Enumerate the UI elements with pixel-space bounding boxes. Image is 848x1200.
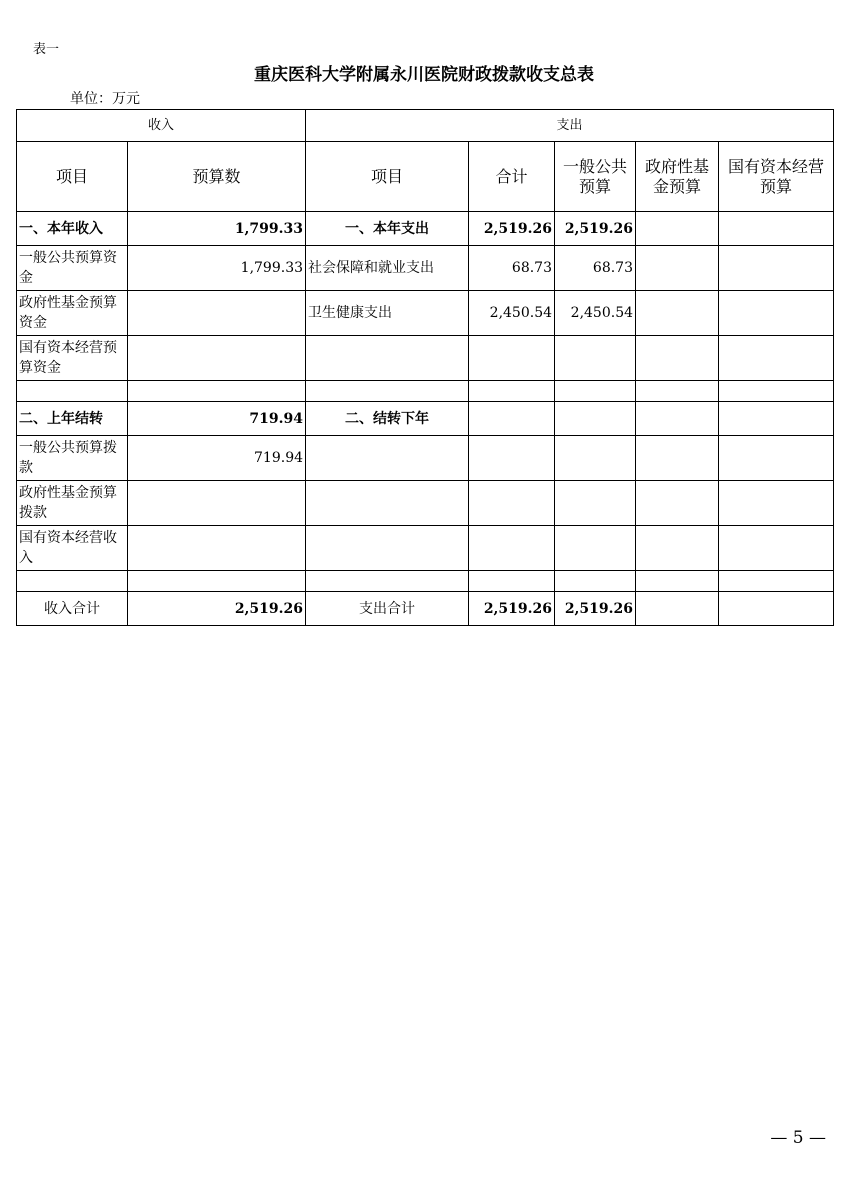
fiscal-summary-table: [16, 109, 834, 626]
expense-state-capital: [719, 381, 834, 402]
income-item: 一般公共预算资金: [17, 246, 128, 291]
income-header: 收入: [17, 110, 306, 142]
expense-state-capital: [719, 336, 834, 381]
income-budget: [128, 291, 306, 336]
expense-fund: [636, 402, 719, 436]
page-title: 重庆医科大学附属永川医院财政拨款收支总表: [254, 65, 594, 85]
expense-general: [555, 402, 636, 436]
income-budget: 719.94: [128, 436, 306, 481]
expense-item: [306, 526, 469, 571]
table-row: [17, 246, 834, 291]
expense-fund: [636, 436, 719, 481]
unit-label: 单位：万元: [70, 91, 140, 107]
expense-state-capital: [719, 402, 834, 436]
income-item: 一般公共预算拨款: [17, 436, 128, 481]
col-general-budget: 一般公共预算: [555, 142, 636, 212]
expense-total: [469, 336, 555, 381]
expense-general: [555, 526, 636, 571]
income-item: 政府性基金预算拨款: [17, 481, 128, 526]
income-budget: 719.94: [128, 402, 306, 436]
income-budget: 2,519.26: [128, 592, 306, 626]
income-budget: [128, 526, 306, 571]
expense-total: [469, 526, 555, 571]
expense-total: [469, 436, 555, 481]
expense-fund: [636, 336, 719, 381]
income-budget: 1,799.33: [128, 212, 306, 246]
page-number: — 5 —: [770, 1128, 826, 1148]
expense-fund: [636, 246, 719, 291]
expense-item: 支出合计: [306, 592, 469, 626]
expense-total: 68.73: [469, 246, 555, 291]
expense-fund: [636, 571, 719, 592]
income-item: [17, 381, 128, 402]
expense-total: [469, 402, 555, 436]
header-row-top: [17, 110, 834, 142]
expense-item: 卫生健康支出: [306, 291, 469, 336]
expense-item: [306, 381, 469, 402]
table-row: [17, 526, 834, 571]
table-row: [17, 291, 834, 336]
expense-fund: [636, 212, 719, 246]
expense-total: [469, 381, 555, 402]
col-total: 合计: [469, 142, 555, 212]
expense-item: [306, 436, 469, 481]
expense-state-capital: [719, 436, 834, 481]
expense-state-capital: [719, 526, 834, 571]
table-row: [17, 402, 834, 436]
expense-item: 一、本年支出: [306, 212, 469, 246]
income-budget: 1,799.33: [128, 246, 306, 291]
expense-total: 2,519.26: [469, 212, 555, 246]
expense-total: 2,519.26: [469, 592, 555, 626]
income-item: 国有资本经营收入: [17, 526, 128, 571]
expense-item: 二、结转下年: [306, 402, 469, 436]
expense-state-capital: [719, 291, 834, 336]
table-row: [17, 436, 834, 481]
table-row: [17, 212, 834, 246]
income-item: [17, 571, 128, 592]
table-row: [17, 481, 834, 526]
expense-general: [555, 381, 636, 402]
expense-general: 68.73: [555, 246, 636, 291]
expense-item: 社会保障和就业支出: [306, 246, 469, 291]
table-label: 表一: [33, 42, 60, 57]
expense-general: [555, 336, 636, 381]
expense-state-capital: [719, 571, 834, 592]
expense-total: [469, 481, 555, 526]
expense-general: [555, 436, 636, 481]
expense-state-capital: [719, 246, 834, 291]
expense-general: [555, 481, 636, 526]
expense-header: 支出: [306, 110, 834, 142]
expense-general: 2,450.54: [555, 291, 636, 336]
income-item: 国有资本经营预算资金: [17, 336, 128, 381]
expense-total: 2,450.54: [469, 291, 555, 336]
expense-general: [555, 571, 636, 592]
expense-general: 2,519.26: [555, 212, 636, 246]
col-income-budget: 预算数: [128, 142, 306, 212]
income-budget: [128, 381, 306, 402]
income-item: 收入合计: [17, 592, 128, 626]
expense-state-capital: [719, 481, 834, 526]
expense-item: [306, 481, 469, 526]
expense-item: [306, 336, 469, 381]
expense-state-capital: [719, 592, 834, 626]
expense-state-capital: [719, 212, 834, 246]
expense-fund: [636, 481, 719, 526]
col-expense-item: 项目: [306, 142, 469, 212]
col-income-item: 项目: [17, 142, 128, 212]
expense-item: [306, 571, 469, 592]
table-row: [17, 381, 834, 402]
income-item: 一、本年收入: [17, 212, 128, 246]
expense-general: 2,519.26: [555, 592, 636, 626]
expense-fund: [636, 526, 719, 571]
income-budget: [128, 571, 306, 592]
col-fund-budget: 政府性基金预算: [636, 142, 719, 212]
table-row: [17, 336, 834, 381]
income-budget: [128, 336, 306, 381]
totals-row: [17, 592, 834, 626]
table-row: [17, 571, 834, 592]
income-budget: [128, 481, 306, 526]
header-row-columns: [17, 142, 834, 212]
expense-fund: [636, 592, 719, 626]
col-state-capital-budget: 国有资本经营预算: [719, 142, 834, 212]
expense-fund: [636, 381, 719, 402]
income-item: 二、上年结转: [17, 402, 128, 436]
income-item: 政府性基金预算资金: [17, 291, 128, 336]
expense-total: [469, 571, 555, 592]
expense-fund: [636, 291, 719, 336]
